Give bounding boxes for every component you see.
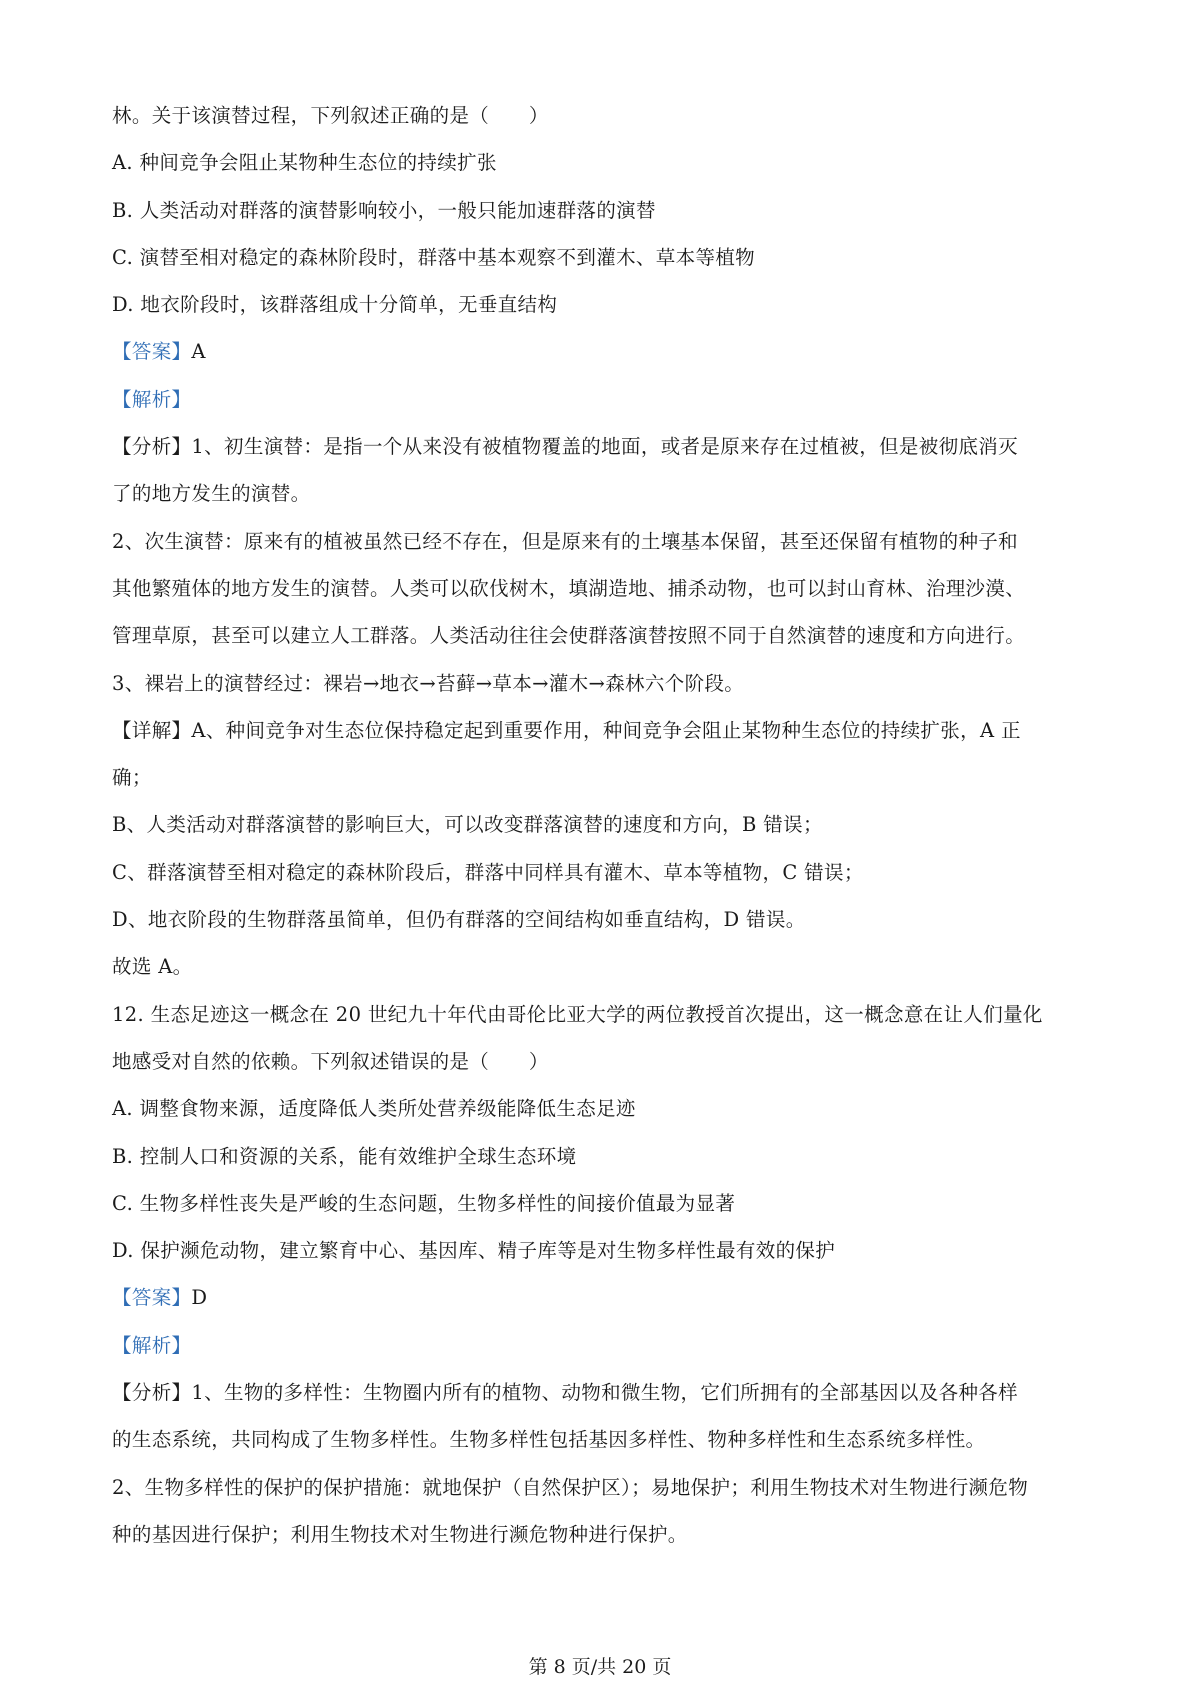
q12-answer-label: 【答案】	[112, 1286, 192, 1310]
q12-analysis-line: 【分析】1、生物的多样性：生物圈内所有的植物、动物和微生物，它们所拥有的全部基因以及各种各样	[112, 1381, 1019, 1405]
q12-analysis-line: 种的基因进行保护；利用生物技术对生物进行濒危物种进行保护。	[112, 1522, 688, 1546]
q12-analysis-heading	[112, 1322, 1102, 1369]
document-page	[112, 92, 1102, 1558]
q12-option-b: B. 控制人口和资源的关系，能有效维护全球生态环境	[112, 1144, 577, 1168]
q11-analysis-line: 故选 A。	[112, 955, 193, 979]
q11-option-a: A. 种间竞争会阻止某物种生态位的持续扩张	[112, 151, 497, 175]
q11-analysis-line: C、群落演替至相对稳定的森林阶段后，群落中同样具有灌木、草本等植物，C 错误；	[112, 860, 864, 884]
q12-analysis-label: 【解析】	[112, 1333, 192, 1357]
q12-analysis-line: 的生态系统，共同构成了生物多样性。生物多样性包括基因多样性、物种多样性和生态系统多样性。	[112, 1428, 986, 1452]
q11-option-b: B. 人类活动对群落的演替影响较小，一般只能加速群落的演替	[112, 198, 656, 222]
q11-analysis-heading	[112, 376, 1102, 423]
q11-analysis-line: 其他繁殖体的地方发生的演替。人类可以砍伐树木，填湖造地、捕杀动物，也可以封山育林、治理沙漠、	[112, 576, 1026, 600]
q11-analysis-line: 管理草原，甚至可以建立人工群落。人类活动往往会使群落演替按照不同于自然演替的速度和方向进行。	[112, 624, 1026, 648]
q11-stem-end: 林。关于该演替过程，下列叙述正确的是（ ）	[112, 104, 549, 127]
q11-analysis-line: 2、次生演替：原来有的植被虽然已经不存在，但是原来有的土壤基本保留，甚至还保留有植物的种子和	[112, 529, 1019, 553]
q11-analysis-line: 确；	[112, 766, 152, 790]
q12-answer	[112, 1274, 1102, 1321]
q11-analysis-line: D、地衣阶段的生物群落虽简单，但仍有群落的空间结构如垂直结构，D 错误。	[112, 908, 806, 932]
q11-analysis-line: 了的地方发生的演替。	[112, 482, 311, 506]
q12-stem-line: 12. 生态足迹这一概念在 20 世纪九十年代由哥伦比亚大学的两位教授首次提出，这一概念意在让人们量化	[112, 1002, 1043, 1026]
q12-stem-line: 地感受对自然的依赖。下列叙述错误的是（ ）	[112, 1049, 549, 1073]
q12-option-d: D. 保护濒危动物，建立繁育中心、基因库、精子库等是对生物多样性最有效的保护	[112, 1239, 836, 1263]
q12-option-c: C. 生物多样性丧失是严峻的生态问题，生物多样性的间接价值最为显著	[112, 1191, 736, 1215]
q12-option-a: A. 调整食物来源，适度降低人类所处营养级能降低生态足迹	[112, 1097, 636, 1121]
page-number-footer: 第 8 页/共 20 页	[528, 1656, 672, 1678]
q12-answer-value: D	[191, 1286, 208, 1310]
q11-answer	[112, 328, 1102, 375]
q11-option-c: C. 演替至相对稳定的森林阶段时，群落中基本观察不到灌木、草本等植物	[112, 245, 756, 269]
q11-analysis-label: 【解析】	[112, 387, 192, 411]
q11-option-d: D. 地衣阶段时，该群落组成十分简单，无垂直结构	[112, 293, 558, 317]
q11-analysis-line: 【分析】1、初生演替：是指一个从来没有被植物覆盖的地面，或者是原来存在过植被，但是被彻底消灭	[112, 435, 1019, 459]
q11-analysis-line: 【详解】A、种间竞争对生态位保持稳定起到重要作用，种间竞争会阻止某物种生态位的持续扩张，A 正	[112, 718, 1021, 742]
q12-analysis-line: 2、生物多样性的保护的保护措施：就地保护（自然保护区）；易地保护；利用生物技术对生物进行濒危物	[112, 1475, 1029, 1499]
q11-analysis-line: B、人类活动对群落演替的影响巨大，可以改变群落演替的速度和方向，B 错误；	[112, 813, 823, 837]
q11-answer-value: A	[191, 340, 206, 364]
q11-analysis-line: 3、裸岩上的演替经过：裸岩→地衣→苔藓→草本→灌木→森林六个阶段。	[112, 671, 745, 695]
q11-answer-label: 【答案】	[112, 340, 192, 364]
